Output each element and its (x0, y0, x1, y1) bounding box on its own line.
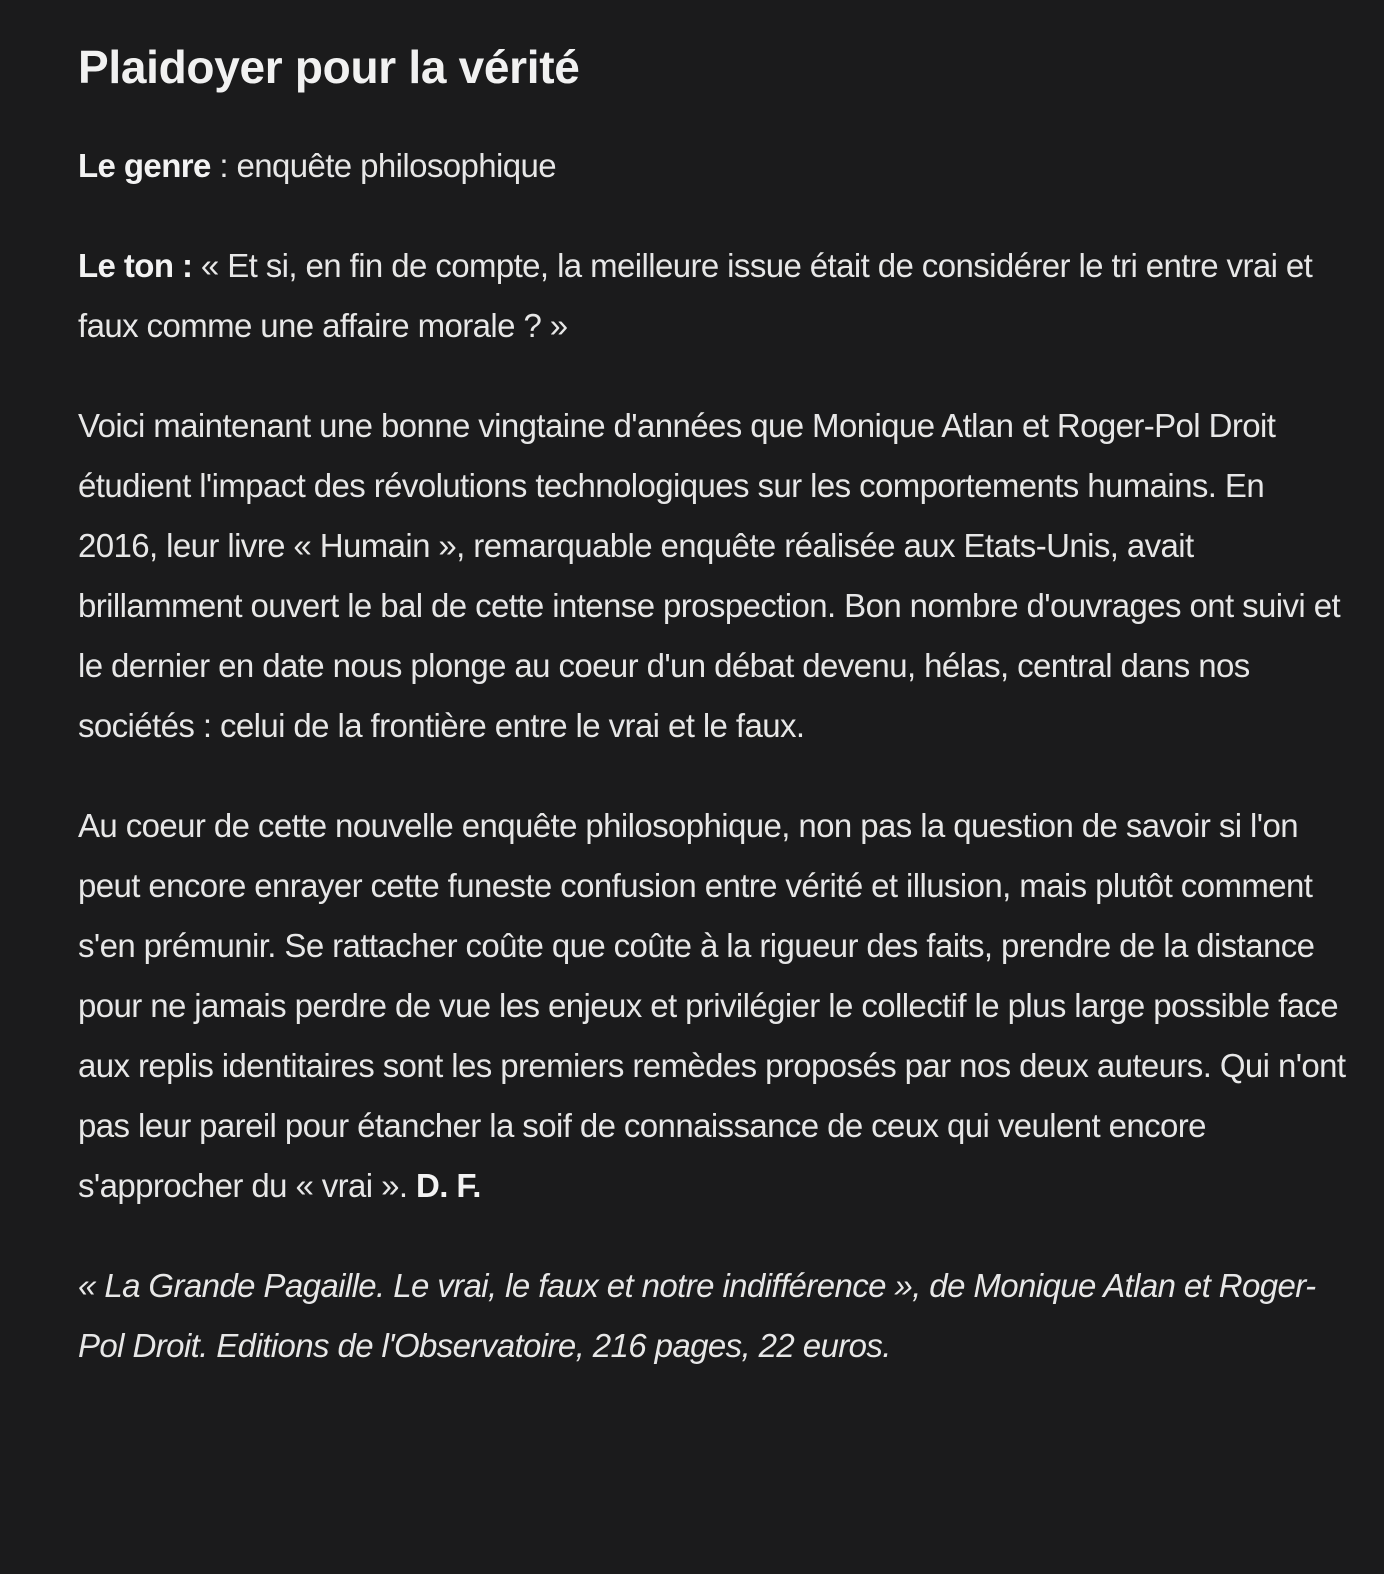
book-reference: « La Grande Pagaille. Le vrai, le faux et notre indifférence », de Monique Atlan et Roger-Pol Droit. Editions de l'Observatoire, 216 pages, 22 euros. (78, 1267, 1316, 1364)
author-initials: D. F. (416, 1167, 481, 1204)
article-title: Plaidoyer pour la vérité (78, 41, 580, 93)
genre-separator: : (210, 147, 237, 184)
genre-line (78, 136, 1348, 196)
body-paragraph-2 (78, 796, 1348, 1216)
tone-quote: « Et si, en fin de compte, la meilleure issue était de considérer le tri entre vrai et faux comme une affaire morale ? » (78, 247, 1313, 344)
genre-value: enquête philosophique (236, 147, 556, 184)
genre-label: Le genre (78, 147, 211, 184)
article (78, 36, 1348, 1376)
tone-label: Le ton : (78, 247, 193, 284)
body-paragraph-1: Voici maintenant une bonne vingtaine d'années que Monique Atlan et Roger-Pol Droit étudient l'impact des révolutions technologiques sur les comportements humains. En 2016, leur livre « Humain », remarquable enquête réalisée aux Etats-Unis, avait brillamment ouvert le bal de cette intense prospection. Bon nombre d'ouvrages ont suivi et le dernier en date nous plonge au coeur d'un débat devenu, hélas, central dans nos sociétés : celui de la frontière entre le vrai et le faux. (78, 407, 1341, 744)
tone-line (78, 236, 1348, 356)
body-paragraph-2-text: Au coeur de cette nouvelle enquête philosophique, non pas la question de savoir si l'on peut encore enrayer cette funeste confusion entre vérité et illusion, mais plutôt comment s'en prémunir. Se rattacher coûte que coûte à la rigueur des faits, prendre de la distance pour ne jamais perdre de vue les enjeux et privilégier le collectif le plus large possible face aux replis identitaires sont les premiers remèdes proposés par nos deux auteurs. Qui n'ont pas leur pareil pour étancher la soif de connaissance de ceux qui veulent encore s'approcher du « vrai ». (78, 807, 1346, 1204)
